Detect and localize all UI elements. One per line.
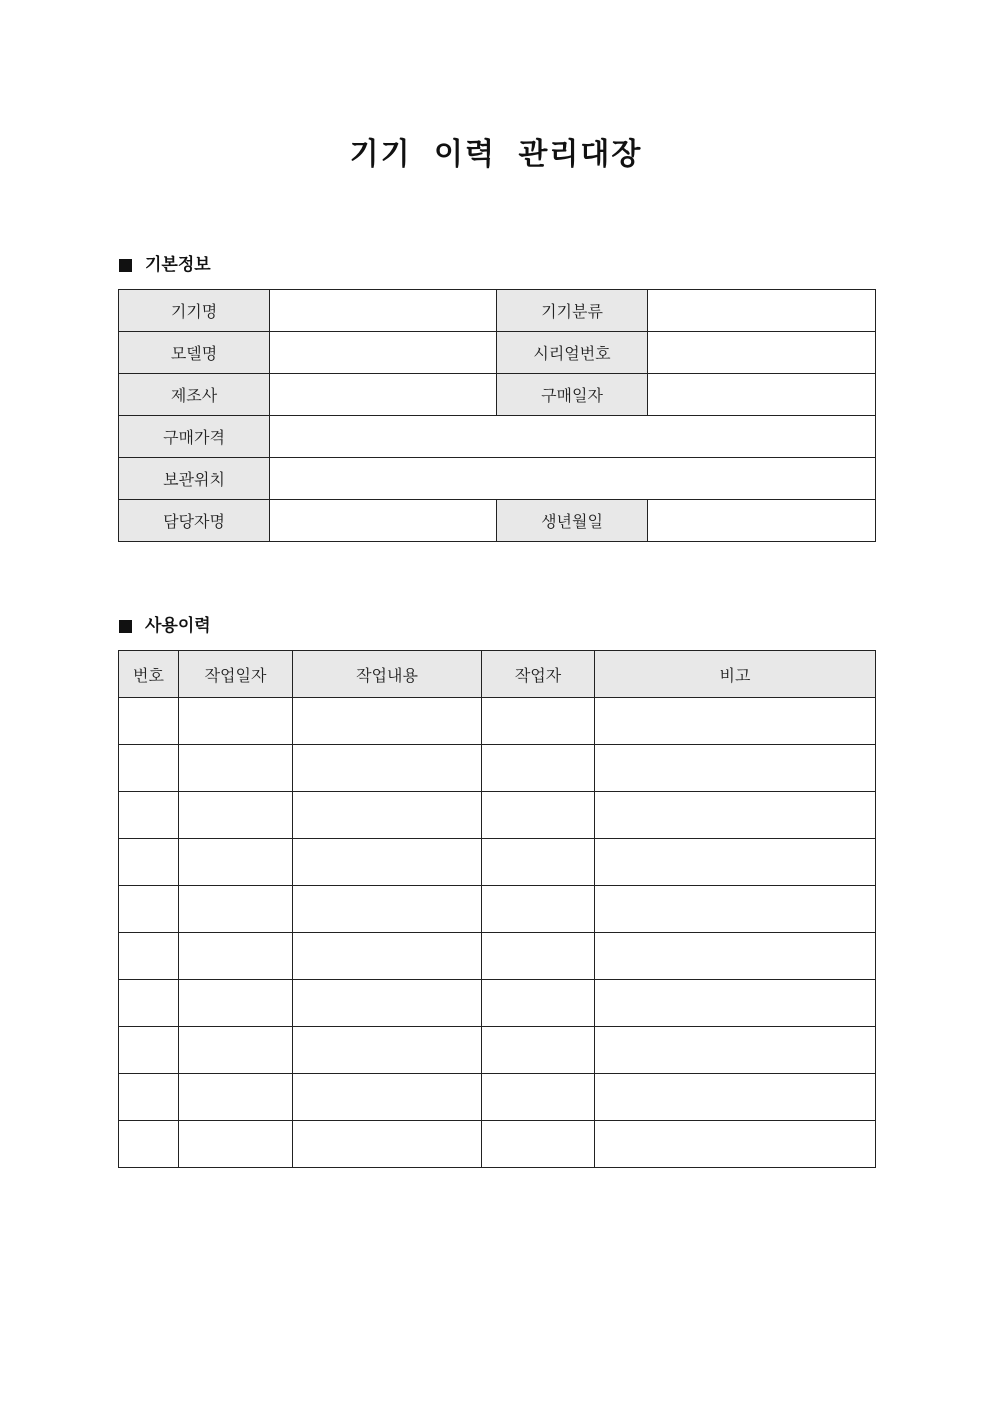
usage-history-table: [118, 650, 876, 1168]
label-birth-date: 생년월일: [497, 500, 648, 542]
manager-name-field[interactable]: [270, 500, 497, 542]
work-content-cell[interactable]: [293, 1121, 482, 1168]
table-row: [119, 1121, 876, 1168]
worker-cell[interactable]: [482, 1027, 595, 1074]
section-heading-basic-info: [119, 253, 211, 277]
work-date-cell[interactable]: [179, 839, 293, 886]
table-row: [119, 886, 876, 933]
column-header-work-date: 작업일자: [179, 651, 293, 698]
label-device-name: 기기명: [119, 290, 270, 332]
work-content-cell[interactable]: [293, 792, 482, 839]
work-content-cell[interactable]: [293, 839, 482, 886]
column-header-work-content: 작업내용: [293, 651, 482, 698]
worker-cell[interactable]: [482, 1074, 595, 1121]
work-content-cell[interactable]: [293, 1074, 482, 1121]
work-date-cell[interactable]: [179, 980, 293, 1027]
work-date-cell[interactable]: [179, 745, 293, 792]
worker-cell[interactable]: [482, 886, 595, 933]
label-device-category: 기기분류: [497, 290, 648, 332]
worker-cell[interactable]: [482, 745, 595, 792]
table-row: [119, 416, 876, 458]
label-serial-number: 시리얼번호: [497, 332, 648, 374]
remarks-cell[interactable]: [595, 792, 876, 839]
section-heading-label: 기본정보: [145, 255, 211, 275]
number-cell[interactable]: [119, 745, 179, 792]
model-name-field[interactable]: [270, 332, 497, 374]
number-cell[interactable]: [119, 886, 179, 933]
worker-cell[interactable]: [482, 839, 595, 886]
section-heading-label: 사용이력: [145, 616, 211, 636]
number-cell[interactable]: [119, 698, 179, 745]
work-date-cell[interactable]: [179, 1121, 293, 1168]
table-row: [119, 933, 876, 980]
column-header-remarks: 비고: [595, 651, 876, 698]
work-date-cell[interactable]: [179, 886, 293, 933]
purchase-price-field[interactable]: [270, 416, 876, 458]
label-purchase-price: 구매가격: [119, 416, 270, 458]
worker-cell[interactable]: [482, 980, 595, 1027]
table-row: [119, 374, 876, 416]
number-cell[interactable]: [119, 1027, 179, 1074]
number-cell[interactable]: [119, 1074, 179, 1121]
manufacturer-field[interactable]: [270, 374, 497, 416]
work-content-cell[interactable]: [293, 698, 482, 745]
device-name-field[interactable]: [270, 290, 497, 332]
table-row: [119, 458, 876, 500]
work-content-cell[interactable]: [293, 745, 482, 792]
label-manager-name: 담당자명: [119, 500, 270, 542]
table-row: [119, 290, 876, 332]
square-bullet-icon: [119, 259, 132, 272]
table-row: [119, 332, 876, 374]
table-row: [119, 500, 876, 542]
work-date-cell[interactable]: [179, 792, 293, 839]
number-cell[interactable]: [119, 980, 179, 1027]
work-content-cell[interactable]: [293, 933, 482, 980]
table-row: [119, 1074, 876, 1121]
remarks-cell[interactable]: [595, 745, 876, 792]
worker-cell[interactable]: [482, 698, 595, 745]
remarks-cell[interactable]: [595, 886, 876, 933]
work-date-cell[interactable]: [179, 933, 293, 980]
square-bullet-icon: [119, 620, 132, 633]
number-cell[interactable]: [119, 839, 179, 886]
remarks-cell[interactable]: [595, 933, 876, 980]
worker-cell[interactable]: [482, 1121, 595, 1168]
table-row: [119, 698, 876, 745]
purchase-date-field[interactable]: [648, 374, 876, 416]
work-content-cell[interactable]: [293, 980, 482, 1027]
remarks-cell[interactable]: [595, 980, 876, 1027]
remarks-cell[interactable]: [595, 698, 876, 745]
birth-date-field[interactable]: [648, 500, 876, 542]
label-purchase-date: 구매일자: [497, 374, 648, 416]
table-row: [119, 745, 876, 792]
label-manufacturer: 제조사: [119, 374, 270, 416]
remarks-cell[interactable]: [595, 839, 876, 886]
device-category-field[interactable]: [648, 290, 876, 332]
work-content-cell[interactable]: [293, 886, 482, 933]
remarks-cell[interactable]: [595, 1121, 876, 1168]
label-storage-location: 보관위치: [119, 458, 270, 500]
document-title: 기기 이력 관리대장: [349, 137, 643, 172]
work-date-cell[interactable]: [179, 698, 293, 745]
table-row: [119, 980, 876, 1027]
work-content-cell[interactable]: [293, 1027, 482, 1074]
label-model-name: 모델명: [119, 332, 270, 374]
serial-number-field[interactable]: [648, 332, 876, 374]
work-date-cell[interactable]: [179, 1074, 293, 1121]
usage-history-body: [119, 698, 876, 1168]
worker-cell[interactable]: [482, 933, 595, 980]
remarks-cell[interactable]: [595, 1074, 876, 1121]
table-row: [119, 1027, 876, 1074]
column-header-number: 번호: [119, 651, 179, 698]
number-cell[interactable]: [119, 933, 179, 980]
number-cell[interactable]: [119, 792, 179, 839]
section-heading-usage-history: [119, 614, 211, 638]
basic-info-table: [118, 289, 876, 542]
work-date-cell[interactable]: [179, 1027, 293, 1074]
number-cell[interactable]: [119, 1121, 179, 1168]
column-header-worker: 작업자: [482, 651, 595, 698]
table-row: [119, 839, 876, 886]
worker-cell[interactable]: [482, 792, 595, 839]
storage-location-field[interactable]: [270, 458, 876, 500]
table-header-row: [119, 651, 876, 698]
table-row: [119, 792, 876, 839]
remarks-cell[interactable]: [595, 1027, 876, 1074]
